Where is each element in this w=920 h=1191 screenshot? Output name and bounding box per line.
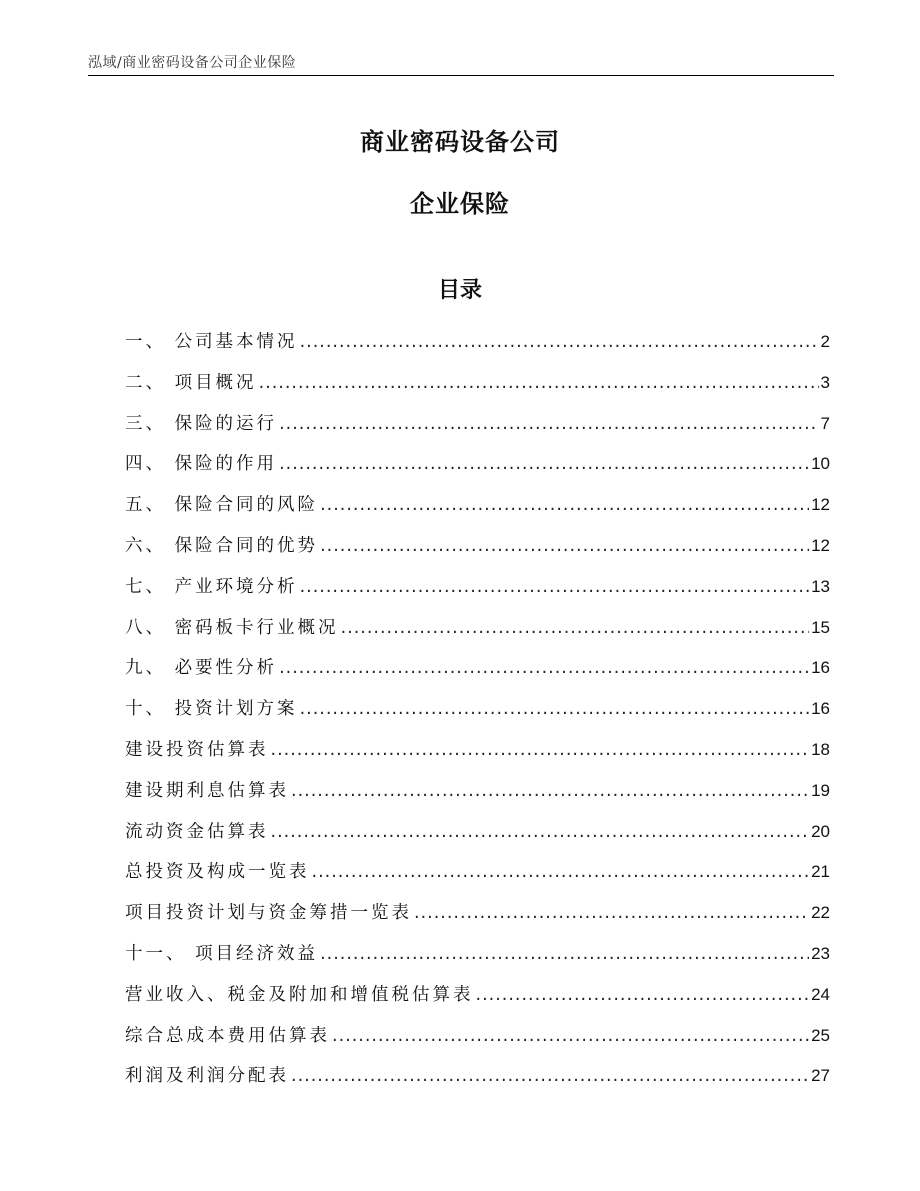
toc-leader-dots: [320, 934, 809, 975]
toc-entry-label: 建设投资估算表: [125, 739, 269, 760]
toc-entry-page: 15: [811, 617, 830, 637]
toc-leader-dots: [341, 608, 810, 649]
toc-entry[interactable]: [125, 322, 830, 363]
toc-entry-page: 24: [811, 984, 830, 1004]
toc-entry-label: 营业收入、税金及附加和增值税估算表: [125, 984, 474, 1005]
toc-entry[interactable]: [125, 608, 830, 649]
toc-entry-page: 25: [811, 1025, 830, 1045]
toc-leader-dots: [300, 689, 810, 730]
toc-entry-label: 九、 必要性分析: [125, 658, 278, 679]
running-header: 泓域/商业密码设备公司企业保险: [88, 55, 297, 71]
toc-entry-label: 五、 保险合同的风险: [125, 495, 319, 516]
toc-entry-label: 十、 投资计划方案: [125, 699, 298, 720]
toc-entry-label: 综合总成本费用估算表: [125, 1025, 330, 1046]
header-rule: [88, 75, 834, 76]
toc-entry-label: 利润及利润分配表: [125, 1066, 289, 1087]
toc-entry-label: 十一、 项目经济效益: [125, 943, 319, 964]
toc-entry-page: 20: [811, 821, 830, 841]
toc-entry-label: 一、 公司基本情况: [125, 332, 298, 352]
toc-entry[interactable]: [125, 1016, 830, 1057]
toc-entry-page: 27: [811, 1066, 830, 1086]
toc-entry-label: 四、 保险的作用: [125, 454, 278, 475]
toc-entry[interactable]: [125, 893, 830, 934]
toc-leader-dots: [271, 730, 810, 771]
toc-leader-dots: [320, 526, 809, 567]
toc-leader-dots: [414, 893, 809, 934]
toc-entry-label: 三、 保险的运行: [125, 413, 278, 434]
toc-entry-page: 2: [820, 332, 830, 351]
toc-entry-label: 八、 密码板卡行业概况: [125, 617, 339, 638]
toc-entry-label: 七、 产业环境分析: [125, 576, 298, 597]
toc-leader-dots: [279, 444, 809, 485]
toc-leader-dots: [332, 1016, 809, 1057]
toc-entry-page: 10: [811, 454, 830, 474]
toc-entry[interactable]: [125, 689, 830, 730]
toc-entry[interactable]: [125, 852, 830, 893]
toc-entry-page: 16: [811, 658, 830, 678]
toc-entry-label: 二、 项目概况: [125, 372, 257, 393]
toc-entry-label: 六、 保险合同的优势: [125, 535, 319, 556]
toc-leader-dots: [279, 648, 809, 689]
toc-leader-dots: [279, 404, 818, 445]
toc-entry-page: 21: [811, 862, 830, 882]
toc-leader-dots: [259, 363, 819, 404]
toc-entry[interactable]: [125, 485, 830, 526]
toc-entry-page: 12: [811, 495, 830, 515]
toc-entry-page: 23: [811, 943, 830, 963]
toc-entry-page: 13: [811, 576, 830, 596]
toc-entry-page: 12: [811, 535, 830, 555]
toc-entry-label: 流动资金估算表: [125, 821, 269, 842]
toc-entry-label: 总投资及构成一览表: [125, 862, 310, 883]
toc-entry-page: 16: [811, 699, 830, 719]
toc-leader-dots: [291, 1056, 809, 1097]
toc-heading: 目录: [437, 278, 482, 303]
document-title-line1: 商业密码设备公司: [360, 128, 560, 156]
toc-entry[interactable]: [125, 771, 830, 812]
toc-entry[interactable]: [125, 444, 830, 485]
toc-entry[interactable]: [125, 1056, 830, 1097]
toc-entry-page: 19: [811, 780, 830, 800]
toc-entry-page: 3: [820, 372, 830, 392]
document-title-line2: 企业保险: [410, 190, 510, 218]
toc-leader-dots: [476, 975, 810, 1016]
toc-leader-dots: [312, 852, 810, 893]
toc-entry-label: 建设期利息估算表: [125, 780, 289, 801]
toc-leader-dots: [300, 567, 810, 608]
toc-entry[interactable]: [125, 975, 830, 1016]
toc-entry-page: 18: [811, 739, 830, 759]
toc-entry[interactable]: [125, 934, 830, 975]
toc-entry[interactable]: [125, 363, 830, 404]
toc-entry[interactable]: [125, 526, 830, 567]
toc-entry[interactable]: [125, 812, 830, 853]
toc-entry-label: 项目投资计划与资金筹措一览表: [125, 903, 412, 924]
toc-leader-dots: [291, 771, 809, 812]
table-of-contents: [125, 322, 830, 1097]
toc-leader-dots: [320, 485, 809, 526]
toc-entry-page: 22: [811, 903, 830, 923]
toc-leader-dots: [300, 322, 819, 363]
toc-entry[interactable]: [125, 730, 830, 771]
toc-entry-page: 7: [820, 413, 830, 433]
toc-entry[interactable]: [125, 567, 830, 608]
toc-entry[interactable]: [125, 404, 830, 445]
toc-leader-dots: [271, 812, 810, 853]
toc-entry[interactable]: [125, 648, 830, 689]
